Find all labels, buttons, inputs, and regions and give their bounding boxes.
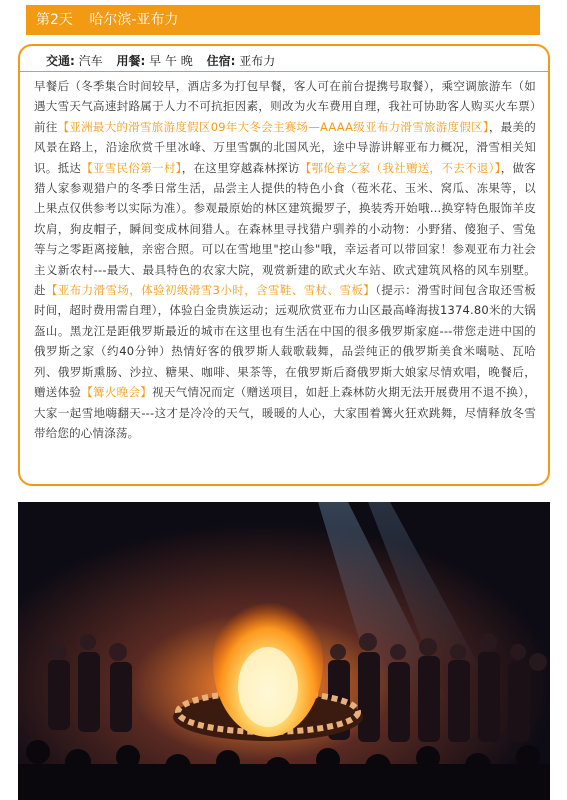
transport-value: 汽车 xyxy=(78,54,103,68)
info-row xyxy=(46,52,285,69)
info-divider xyxy=(20,71,548,72)
itinerary-text xyxy=(34,76,536,443)
meals-label: 用餐: xyxy=(116,54,146,68)
itinerary-segment: 早餐后（冬季集合时间较早，酒店多为打包早餐，客人可在前台提携号取餐），乘空调旅游车（如遇大雪天气高速封路属于人力不可抗拒因素，则改为火车费用自理，我社可协助客人购买火车票）前往 xyxy=(34,79,536,134)
highlight-yabuli-resort: 【亚洲最大的滑雪旅游度假区09年大冬会主赛场—AAAA级亚布力滑雪旅游度假区】 xyxy=(57,119,489,134)
itinerary-segment: （提示：滑雪时间包含取还雪板时间，超时费用需自理），体验白金贵族运动；远观欣赏亚布力山区最高峰海拔1374.80米的大锅盔山。黑龙江是距俄罗斯最近的城市在这里也有生活在中国的很多俄罗斯家庭---带您走进中国的俄罗斯之家（约40分钟）热情好客的俄罗斯人载歌载舞，品尝纯正的俄罗斯美食米噶哒、瓦哈列、俄罗斯熏肠、沙拉、糖果、咖啡、果茶等，在俄罗斯后裔俄罗斯大娘家尽情欢唱，晚餐后，赠送体验 xyxy=(34,283,536,400)
bonfire-party-photo xyxy=(18,502,550,800)
day-number: 第2天 xyxy=(36,12,73,28)
highlight-folk-village: 【亚雪民俗第一村】 xyxy=(81,160,182,175)
highlight-bonfire-party: 【篝火晚会】 xyxy=(81,385,153,400)
highlight-oroqen-home: 【鄂伦春之家（我社赠送，不去不退）】 xyxy=(299,160,501,175)
lodging-value: 亚布力 xyxy=(239,54,276,68)
highlight-ski-resort: 【亚布力滑雪场，体验初级滑雪3小时，含雪鞋、雪杖、雪板】 xyxy=(45,283,376,298)
transport-label: 交通: xyxy=(46,54,75,68)
day-route: 哈尔滨-亚布力 xyxy=(89,12,179,28)
itinerary-card xyxy=(18,44,550,486)
day-header xyxy=(26,5,540,35)
itinerary-segment: ，最美的风景在路上，沿途欣赏千里冰峰、万里雪飘的北国风光，途中导游讲解亚布力概况，滑雪相关知识。抵达 xyxy=(34,119,536,175)
itinerary-segment: ，做客猎人家参观猎户的冬季日常生活，品尝主人提供的特色小食（苞米花、玉米、窝瓜、冻果等，以上果点仅供参考以实际为准）。参观最原始的林区建筑撮罗子，换装秀开始哦…换穿特色服饰羊皮坎肩，狗皮帽子，瞬间变成林间猎人。在森林里寻找猎户驯养的小动物：小野猪、傻狍子、雪兔等与之零距离接触，亲密合照。可以在雪地里"挖山参"哦，幸运者可以带回家！参观亚布力社会主义新农村---最大、最具特色的农家大院，观赏新建的欧式火车站、欧式建筑风格的风车别墅。赴 xyxy=(34,160,536,298)
lodging-label: 住宿: xyxy=(206,54,236,68)
itinerary-segment: 视天气情况而定（赠送项目，如赶上森林防火期无法开展费用不退不换），大家一起雪地嗨翻天---这才是冷冷的天气，暖暖的人心，大家围着篝火狂欢跳舞，尽情释放冬雪带给您的心情涤荡。 xyxy=(34,385,536,440)
meals-value: 早 午 晚 xyxy=(149,54,193,68)
itinerary-segment: ，在这里穿越森林探访 xyxy=(181,160,300,175)
